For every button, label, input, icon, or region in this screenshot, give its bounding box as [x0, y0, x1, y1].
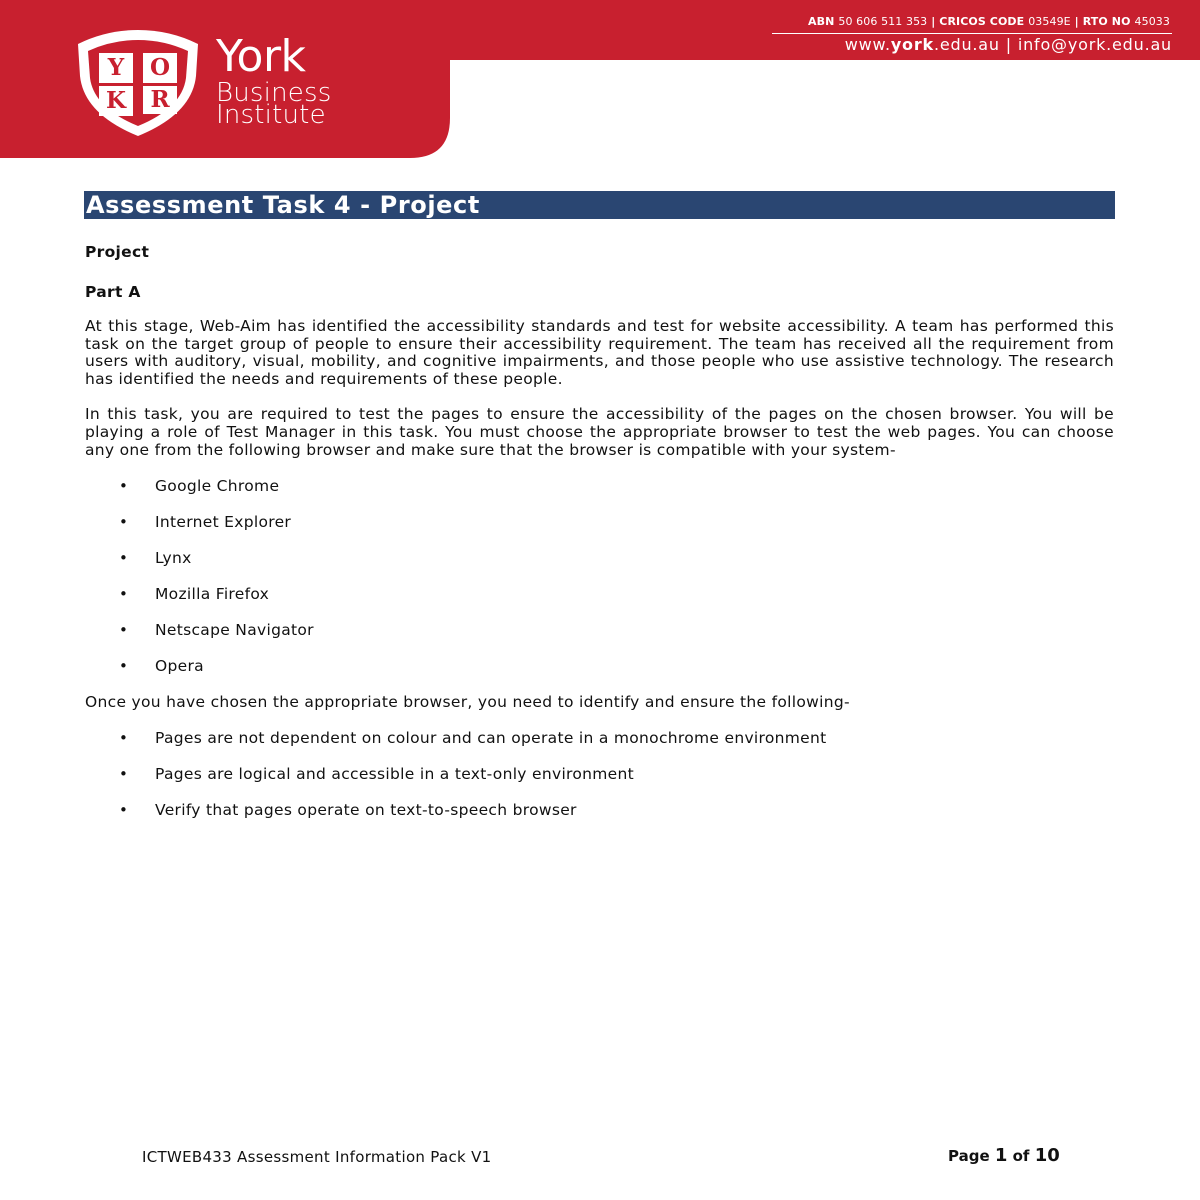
brand-sub-line-1: Business: [216, 78, 332, 108]
cricos-value: 03549E: [1028, 15, 1071, 28]
list-item: • Pages are logical and accessible in a text-only environment: [119, 765, 635, 784]
contact-line: [845, 35, 1172, 54]
crest-letter: O: [149, 54, 171, 81]
cricos-label: CRICOS CODE: [939, 15, 1025, 28]
list-item: • Lynx: [119, 549, 192, 568]
website-link[interactable]: www.york.edu.au: [844, 35, 1000, 54]
bullet-icon: •: [119, 585, 129, 604]
task-paragraph: In this task, you are required to test the pages to ensure the accessibility of the pages on the chosen browser. You will be playing a role of Test Manager in this task. You must choose the appropriate browser to test the web pages. You can choose any one from the following browser and make sure that the browser is compatible with your system-: [85, 405, 1114, 459]
page-label: Page: [948, 1147, 990, 1165]
page-current: 1: [994, 1145, 1008, 1166]
brand-wordmark: [216, 31, 332, 130]
footer-doc-reference: ICTWEB433 Assessment Information Pack V1: [142, 1148, 492, 1166]
rto-label: RTO NO: [1082, 15, 1131, 28]
bullet-icon: •: [119, 801, 129, 820]
abn-label: ABN: [808, 15, 835, 28]
page-of: of: [1012, 1147, 1030, 1165]
list-item: • Verify that pages operate on text-to-speech browser: [119, 801, 577, 820]
crest-letter: R: [150, 86, 170, 113]
followup-lead: Once you have chosen the appropriate browser, you need to identify and ensure the following-: [85, 693, 850, 712]
email-link[interactable]: info@york.edu.au: [1017, 35, 1172, 54]
separator: |: [931, 15, 936, 28]
browser-list: [85, 477, 1114, 693]
rto-value: 45033: [1134, 15, 1170, 28]
bullet-icon: •: [119, 513, 129, 532]
list-item: • Google Chrome: [119, 477, 280, 496]
bullet-icon: •: [119, 621, 129, 640]
list-item: • Pages are not dependent on colour and can operate in a monochrome environment: [119, 729, 827, 748]
list-item: • Mozilla Firefox: [119, 585, 270, 604]
abn-value: 50 606 511 353: [838, 15, 928, 28]
separator: |: [1005, 35, 1012, 54]
separator: |: [1074, 15, 1079, 28]
header-divider: [772, 33, 1172, 34]
brand-sub-line-2: Institute: [216, 100, 326, 130]
brand-name: York: [216, 31, 306, 82]
crest-letter: K: [106, 87, 126, 114]
list-item: • Netscape Navigator: [119, 621, 314, 640]
crest-letter: Y: [107, 54, 125, 81]
requirements-list: [85, 729, 1114, 837]
list-item: • Opera: [119, 657, 204, 676]
bullet-icon: •: [119, 657, 129, 676]
intro-paragraph: At this stage, Web-Aim has identified the accessibility standards and test for website accessibility. A team has performed this task on the target group of people to ensure their accessibility requirement. The team has received all the requirement from users with auditory, visual, mobility, and cognitive impairments, and those people who use assistive technology. The research has identified the needs and requirements of these people.: [85, 317, 1114, 388]
bullet-icon: •: [119, 765, 129, 784]
list-item: • Internet Explorer: [119, 513, 292, 532]
bullet-icon: •: [119, 477, 129, 496]
bullet-icon: •: [119, 729, 129, 748]
york-crest-logo: [74, 28, 202, 138]
page-total: 10: [1034, 1145, 1060, 1166]
bullet-icon: •: [119, 549, 129, 568]
page-title: Assessment Task 4 - Project: [86, 191, 480, 219]
footer-page-number: [948, 1145, 1060, 1166]
section-heading-part-a: Part A: [85, 283, 141, 301]
registration-line: [808, 15, 1170, 28]
section-heading-project: Project: [85, 243, 150, 261]
document-body: [85, 242, 1114, 837]
shield-icon: [74, 28, 202, 138]
